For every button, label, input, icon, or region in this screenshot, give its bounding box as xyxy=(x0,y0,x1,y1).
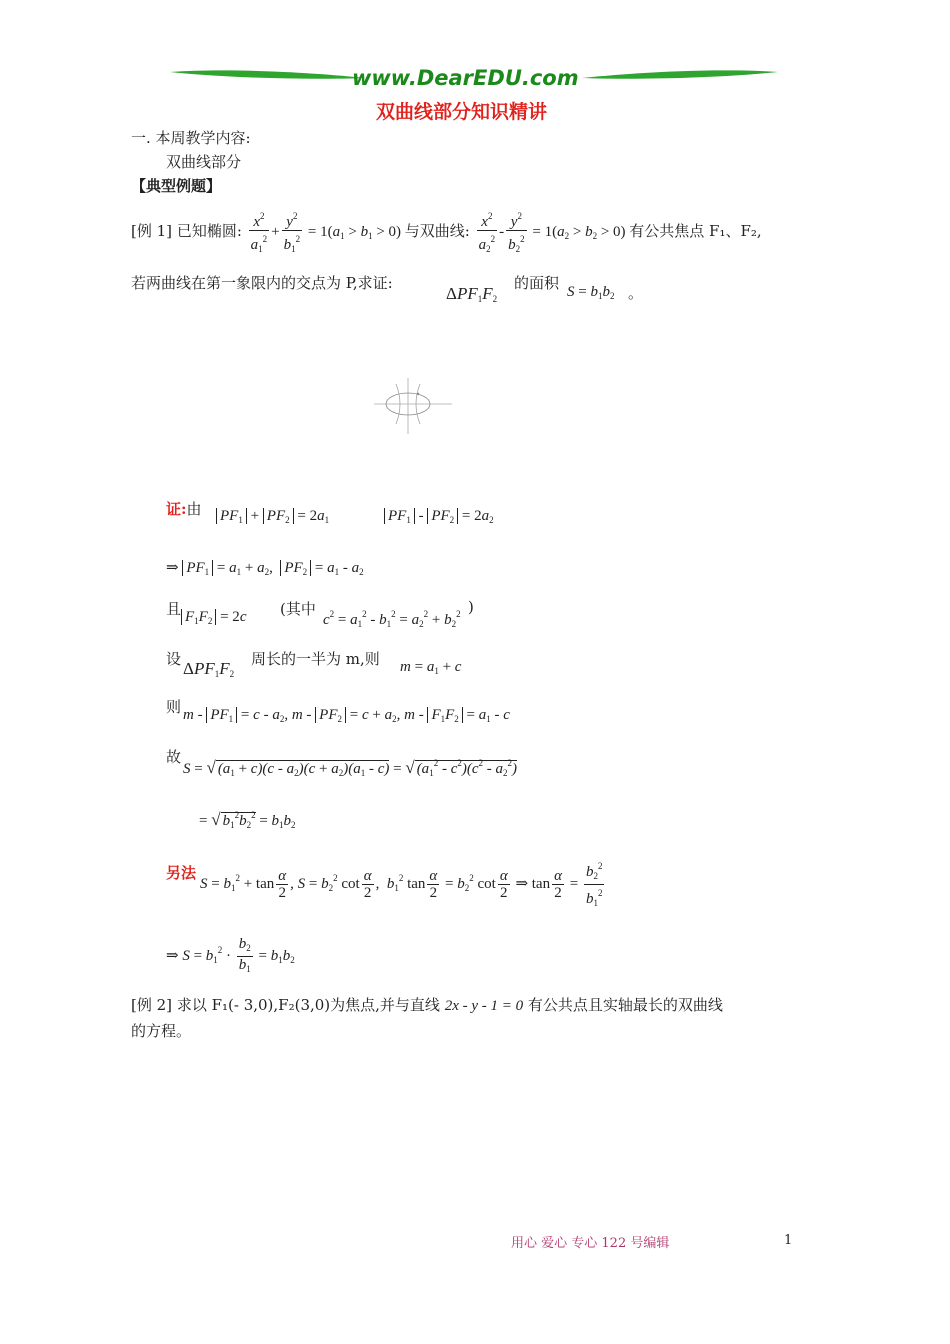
footer-editor: 用心 爱心 专心 122 号编辑 xyxy=(511,1236,670,1251)
ellipse-hyperbola-figure xyxy=(372,374,454,436)
heron-area: S = √ $(a_1 + c)(c - a_2)(c + a_2)(a_1 - c)$ = √ $(a_1^2 - c^2)(c^2 - a_2^2)$ xyxy=(183,758,518,778)
triangle-pf1f2-2: $\Delta PF_1F_2$ xyxy=(183,659,235,679)
document-page: www.DearEDU.com 双曲线部分知识精讲 一. 本周教学内容: 双曲线部分 【典型例题】 [例 1] 已知椭圆: $\frac{x^2}{a_1^2}$ + $\frac{y^2}{b_1^2}$ = $1(a_1 > b_1 > 0)$ 与双曲线: $\frac{x^2}{a_2^2}$ - $\frac{y^2}{b_2^2}$ = $1(a_2 > b_2 > 0)$ 有公共焦点 F₁、F₂, 若两曲线在第一象限内的交点为 P,求证: $\Delta PF_1F_2$ 的面积 $S = b_1b_2$ 。 证:由 $PF_1 + PF_2 = 2a_1$ $PF_1 - PF_2 = 2a_2$ ⇒ $PF_1 = a_1 + a_2$, $PF_2 = a_1 - a_2$ 且 $F_1F_2 = 2c$ (其中 $c^2 = a_1^2 - b_1^2 = a_2^2 + b_2^2$ ) 设 $\Delta PF_1F_2$ 周长的一半为 m,则 $m = a_1 + c$ 则 $m - PF_1 = c - a_2$, $m - PF_2 = c + a_2$, $m - F_1F_2 = a_1 - c$ 故 S = √ $(a_1 + c)(c - a_2)(c + a_2)(a_1 - c)$ = √ $(a_1^2 - c^2)(c^2 - a_2^2)$ = √ $b_1^2b_2^2 = b_1b_2$ 另法 $S = b_1^2 + \tan$ $\frac{\alpha}{2}$ , $S = b_2^2$ cot $\frac{\alpha}{2}$ , $b_1^2$ tan $\frac{\alpha}{2}$ = $b_2^2$ cot $\frac{\alpha}{2}$ ⇒ tan $\frac{\alpha}{2}$ = $\frac{b_2^2}{b_1^2}$ ⇒ $S = b_1^2$ · $\frac{b_2}{b_1}$ = $b_1b_2$ [例 2] 求以 F₁(- 3,0),F₂(3,0)为焦点,并与直线 2x - y - 1 = 0 有公共点且实轴最长的双曲线 的方程。 用心 爱心 专心 122 号编辑 1 xyxy=(131,66,793,1251)
example2-line1: [例 2] 求以 F₁(- 3,0),F₂(3,0)为焦点,并与直线 2x - y - 1 = 0 有公共点且实轴最长的双曲线 xyxy=(131,996,723,1014)
page-number: 1 xyxy=(784,1233,793,1248)
focal-distance-eq: $F_1F_2 = 2c$ xyxy=(181,609,246,626)
alt-method-result: ⇒ $S = b_1^2$ · $\frac{b_2}{b_1}$ = $b_1b_2$ xyxy=(166,936,295,975)
site-name: www.DearEDU.com xyxy=(352,66,579,90)
section-heading: 一. 本周教学内容: xyxy=(131,129,251,147)
alt-method-label: 另法 xyxy=(166,864,197,882)
line-equation: 2x - y - 1 = 0 xyxy=(444,998,524,1014)
example1-line1: [例 1] 已知椭圆: $\frac{x^2}{a_1^2}$ + $\frac{y^2}{b_1^2}$ = $1(a_1 > b_1 > 0)$ 与双曲线: $\frac{x^2}{a_2^2}$ - $\frac{y^2}{b_2^2}$ = $1(a_2 > b_2 > 0)$ 有公共焦点 F₁、F₂, xyxy=(131,208,762,257)
example1-label: [例 1] xyxy=(131,221,173,240)
example2-label: [例 2] xyxy=(131,996,173,1014)
proof-line1: 证:由 xyxy=(166,500,202,518)
area-expression: $S = b_1b_2$ xyxy=(567,284,615,301)
m-differences: $m - PF_1 = c - a_2$, $m - PF_2 = c + a_2$, $m - F_1F_2 = a_1 - c$ xyxy=(183,707,510,724)
area-result: = √ $b_1^2b_2^2 = b_1b_2$ xyxy=(199,810,296,830)
hyperbola-equation: $\frac{x^2}{a_2^2}$ - $\frac{y^2}{b_2^2}$ = $1(a_2 > b_2 > 0)$ xyxy=(475,224,630,240)
focal-diff-eq: $PF_1 - PF_2 = 2a_2$ xyxy=(384,508,494,525)
implies-distances: ⇒ $PF_1 = a_1 + a_2$, $PF_2 = a_1 - a_2$ xyxy=(166,560,364,577)
alt-method-eq: $S = b_1^2 + \tan$ $\frac{\alpha}{2}$ , $S = b_2^2$ cot $\frac{\alpha}{2}$ , $b_1^2$ tan $\frac{\alpha}{2}$ = $b_2^2$ cot $\frac{\alpha}{2}$ ⇒ tan $\frac{\alpha}{2}$ = $\frac{b_2^2}{b_1^2}$ xyxy=(200,858,606,911)
proof-label: 证: xyxy=(166,500,187,518)
m-definition: $m = a_1 + c$ xyxy=(400,659,462,676)
c-squared-eq: $c^2 = a_1^2 - b_1^2 = a_2^2 + b_2^2$ xyxy=(323,609,461,629)
section-topic: 双曲线部分 xyxy=(166,153,242,171)
triangle-pf1f2: $\Delta PF_1F_2$ xyxy=(446,284,498,304)
focal-sum-eq: $PF_1 + PF_2 = 2a_1$ xyxy=(216,508,329,525)
examples-heading: 【典型例题】 xyxy=(131,177,222,195)
page-title: 双曲线部分知识精讲 xyxy=(376,101,548,123)
ellipse-equation: $\frac{x^2}{a_1^2}$ + $\frac{y^2}{b_1^2}$ = $1(a_1 > b_1 > 0)$ xyxy=(247,224,405,240)
